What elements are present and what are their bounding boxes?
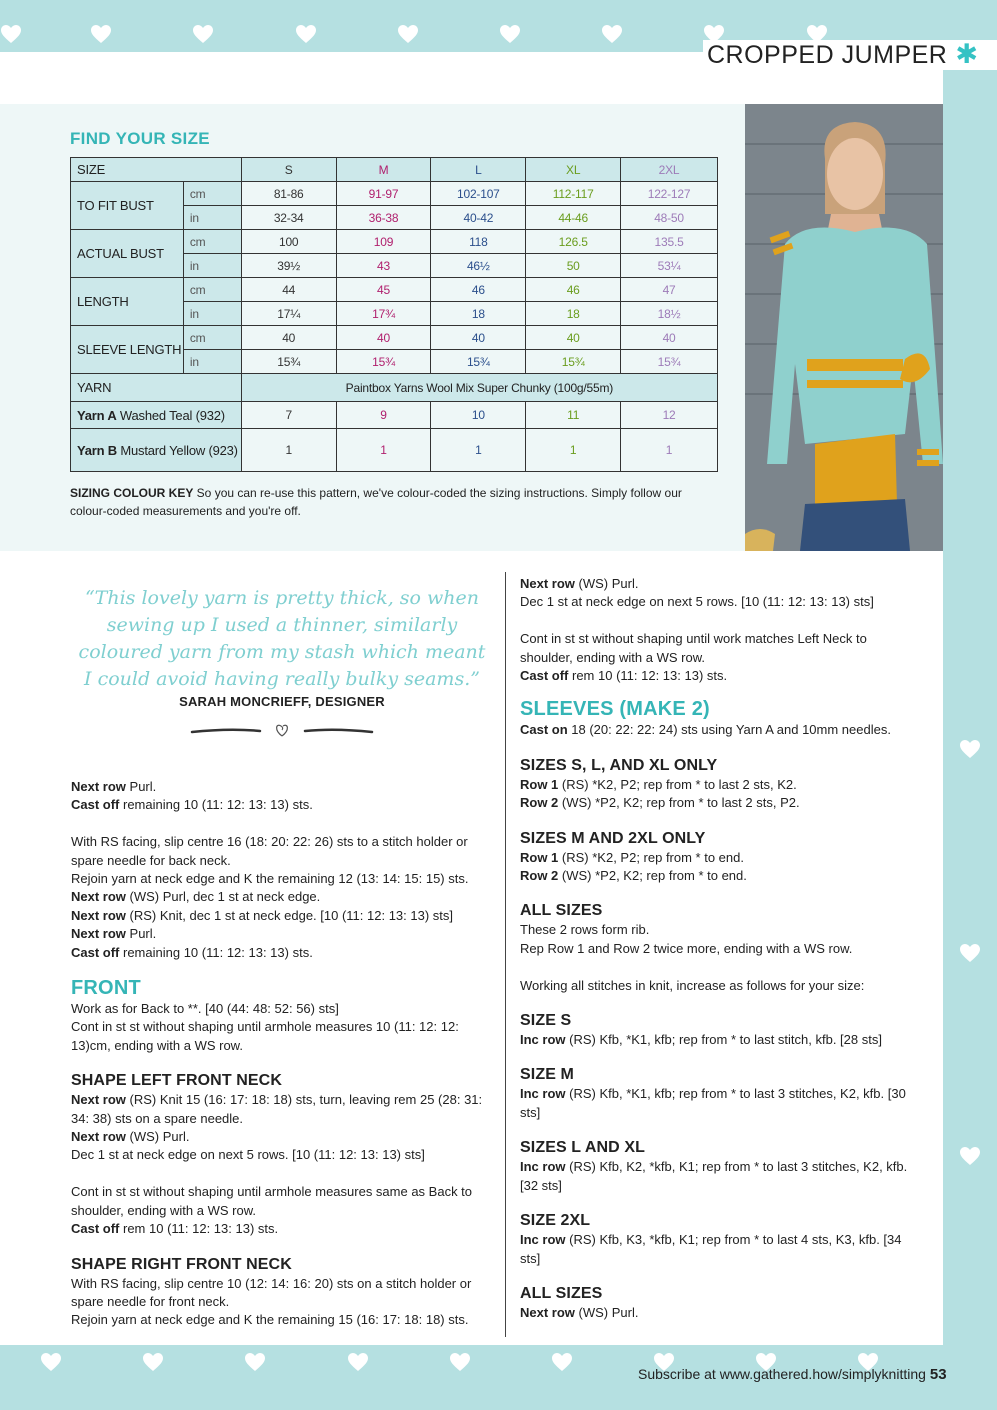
instruction: Row 1 (RS) *K2, P2; rep from * to last 2 sts, K2. [520,776,797,792]
table-cell: 17¾ [336,302,431,326]
instruction: Cast off remaining 10 (11: 12: 13: 13) sts. [71,797,313,813]
right-column [520,575,920,1322]
size-2xl-heading: SIZE 2XL [520,1212,591,1230]
model-photo [745,104,943,551]
size-s: S [241,158,336,182]
table-cell: 9 [336,402,431,429]
heart-icon [347,1352,369,1372]
heart-icon [959,1146,981,1166]
heart-icon [499,24,521,44]
table-row [71,278,718,302]
size-table [70,157,718,472]
find-your-size-heading: FIND YOUR SIZE [70,129,210,148]
instruction: Inc row (RS) Kfb, K3, *kfb, K1; rep from * to last 4 sts, K3, kfb. [34 sts] [520,1232,902,1266]
instruction: Cont in st st without shaping until armhole measures 10 (11: 12: 12: 13)cm, ending with a WS row. [71,1019,459,1053]
table-cell: 39½ [241,254,336,278]
table-cell: 126.5 [526,230,621,254]
table-cell: 53¼ [621,254,718,278]
instruction: Cont in st st without shaping until work matches Left Neck to shoulder, ending with a WS row. [520,631,867,665]
table-cell: 1 [336,429,431,472]
left-column [71,778,496,1330]
table-cell: 1 [526,429,621,472]
table-cell: 48-50 [621,206,718,230]
table-cell: 44-46 [526,206,621,230]
yarn-a-row [71,402,718,429]
instruction: These 2 rows form rib. [520,922,650,938]
yarn-b-name: Yarn B [77,442,117,458]
shape-right-front-neck-heading: SHAPE RIGHT FRONT NECK [71,1255,292,1273]
heart-icon [0,24,22,44]
yarn-b-row [71,429,718,472]
table-cell: 1 [241,429,336,472]
all-sizes-heading: ALL SIZES [520,902,603,920]
table-cell: 15¾ [336,350,431,374]
instruction: Next row (RS) Knit, dec 1 st at neck edge. [10 (11: 12: 13: 13) sts] [71,907,454,923]
table-cell: 17¼ [241,302,336,326]
heart-icon [449,1352,471,1372]
sizes-l-xl-heading: SIZES L AND XL [520,1139,645,1157]
instruction: Next row (WS) Purl. [520,1304,639,1320]
unit-cm: cm [183,182,241,206]
heart-icon [601,24,623,44]
table-cell: 15¾ [526,350,621,374]
table-cell: 46 [526,278,621,302]
table-cell: 112-117 [526,182,621,206]
yarn-b-label [71,429,242,472]
instruction: Inc row (RS) Kfb, *K1, kfb; rep from * to last stitch, kfb. [28 sts] [520,1032,882,1048]
heart-icon [142,1352,164,1372]
table-cell: 118 [431,230,526,254]
heart-icon [959,943,981,963]
sleeves-heading: SLEEVES (MAKE 2) [520,698,710,721]
page-title [707,39,979,70]
shape-left-front-neck-heading: SHAPE LEFT FRONT NECK [71,1072,282,1090]
table-cell: 109 [336,230,431,254]
quote-author: SARAH MONCRIEFF, DESIGNER [179,694,385,709]
unit-cm: cm [183,326,241,350]
table-cell: 18½ [621,302,718,326]
row-label: LENGTH [71,278,184,326]
instruction: Cast off remaining 10 (11: 12: 13: 13) sts. [71,944,313,960]
instruction: Cast off rem 10 (11: 12: 13: 13) sts. [520,668,728,684]
unit-cm: cm [183,230,241,254]
yarn-value: Paintbox Yarns Wool Mix Super Chunky (100g/55m) [241,374,717,402]
heart-icon [397,24,419,44]
size-s-heading: SIZE S [520,1012,572,1030]
yarn-label: YARN [71,374,242,402]
pull-quote: “This lovely yarn is pretty thick, so when sewing up I used a thinner, similarly coloured yarn from my stash which meant I could avoid having really bulky seams.” [78,587,486,690]
size-xl: XL [526,158,621,182]
table-cell: 40 [431,326,526,350]
table-row [71,326,718,350]
unit-in: in [183,254,241,278]
model-photo-illustration [745,104,943,551]
unit-in: in [183,206,241,230]
instruction: Next row (WS) Purl. [71,1129,190,1145]
instruction: Row 2 (WS) *P2, K2; rep from * to end. [520,868,747,884]
table-cell: 100 [241,230,336,254]
heart-icon [90,24,112,44]
table-cell: 40-42 [431,206,526,230]
size-m: M [336,158,431,182]
instruction: Cast on 18 (20: 22: 22: 24) sts using Yarn A and 10mm needles. [520,722,891,738]
instruction: Work as for Back to **. [40 (44: 48: 52: 56) sts] [71,1001,339,1017]
table-cell: 44 [241,278,336,302]
column-divider [505,572,506,1337]
size-label: SIZE [71,158,242,182]
size-l: L [431,158,526,182]
instruction: Next row (WS) Purl. [520,576,639,591]
title-text: CROPPED JUMPER [707,41,948,69]
table-cell: 1 [431,429,526,472]
yarn-b-desc: Mustard Yellow (923) [116,442,238,458]
unit-in: in [183,302,241,326]
yarn-a-label [71,402,242,429]
table-cell: 32-34 [241,206,336,230]
instruction: Row 1 (RS) *K2, P2; rep from * to end. [520,849,744,865]
instruction: Dec 1 st at neck edge on next 5 rows. [10 (11: 12: 13: 13) sts] [520,594,874,610]
all-sizes-heading-2: ALL SIZES [520,1284,603,1302]
yarn-row [71,374,718,402]
heart-icon [295,24,317,44]
instruction: Working all stitches in knit, increase as follows for your size: [520,977,865,993]
instruction: Next row Purl. [71,926,157,942]
instruction: Rejoin yarn at neck edge and K the remaining 15 (16: 17: 18: 18) sts. [71,1312,469,1328]
table-cell: 40 [336,326,431,350]
footer [638,1366,947,1383]
table-cell: 40 [526,326,621,350]
table-cell: 40 [621,326,718,350]
row-label: ACTUAL BUST [71,230,184,278]
instruction: With RS facing, slip centre 16 (18: 20: 22: 26) sts to a stitch holder or spare needle for back neck. [71,834,468,868]
table-cell: 102-107 [431,182,526,206]
subscribe-link[interactable]: Subscribe at www.gathered.how/simplyknitting [638,1366,926,1382]
size-m-heading: SIZE M [520,1066,574,1084]
table-cell: 12 [621,402,718,429]
size-header-row [71,158,718,182]
page-number: 53 [929,1366,947,1383]
table-cell: 81-86 [241,182,336,206]
table-cell: 47 [621,278,718,302]
instruction: Dec 1 st at neck edge on next 5 rows. [10 (11: 12: 13: 13) sts] [71,1147,425,1163]
table-cell: 50 [526,254,621,278]
instruction: Next row (WS) Purl, dec 1 st at neck edge. [71,889,321,905]
instruction: Inc row (RS) Kfb, *K1, kfb; rep from * to last 3 stitches, K2, kfb. [30 sts] [520,1086,906,1120]
table-cell: 43 [336,254,431,278]
sizes-s-l-xl-heading: SIZES S, L, AND XL ONLY [520,756,718,774]
instruction: With RS facing, slip centre 10 (12: 14: 16: 20) sts on a stitch holder or spare needle for front neck. [71,1275,472,1309]
unit-in: in [183,350,241,374]
table-cell: 18 [526,302,621,326]
instruction: Inc row (RS) Kfb, K2, *kfb, K1; rep from * to last 3 stitches, K2, kfb. [32 sts] [520,1159,908,1193]
table-cell: 15¾ [241,350,336,374]
instruction: Rep Row 1 and Row 2 twice more, ending with a WS row. [520,940,853,956]
asterisk-icon: ✱ [955,39,979,69]
yarn-a-name: Yarn A [77,407,117,423]
table-cell: 10 [431,402,526,429]
unit-cm: cm [183,278,241,302]
sizing-colour-key [70,484,710,520]
table-cell: 36-38 [336,206,431,230]
front-heading: FRONT [71,977,141,1000]
heart-icon [192,24,214,44]
table-row [71,182,718,206]
heart-icon [40,1352,62,1372]
instruction: Cont in st st without shaping until armhole measures same as Back to shoulder, ending with a WS row. [71,1184,473,1218]
instruction: Row 2 (WS) *P2, K2; rep from * to last 2 sts, P2. [520,795,800,811]
heart-icon [959,739,981,759]
sizes-m-2xl-heading: SIZES M AND 2XL ONLY [520,829,706,847]
instruction: Rejoin yarn at neck edge and K the remaining 12 (13: 14: 15: 15) sts. [71,871,469,887]
table-cell: 45 [336,278,431,302]
table-row [71,230,718,254]
flourish-divider-icon [190,718,375,740]
key-text: So you can re-use this pattern, we've colour-coded the sizing instructions. Simply follow our colour-coded measurements and you're off. [70,486,682,518]
heart-icon [551,1352,573,1372]
instruction: Cast off rem 10 (11: 12: 13: 13) sts. [71,1221,279,1237]
table-cell: 1 [621,429,718,472]
key-label: SIZING COLOUR KEY [70,486,194,500]
instruction: Next row Purl. [71,779,157,794]
table-cell: 11 [526,402,621,429]
table-cell: 122-127 [621,182,718,206]
table-cell: 91-97 [336,182,431,206]
yarn-a-desc: Washed Teal (932) [116,407,225,423]
table-cell: 46½ [431,254,526,278]
table-cell: 15¾ [621,350,718,374]
table-cell: 7 [241,402,336,429]
size-2xl: 2XL [621,158,718,182]
table-cell: 46 [431,278,526,302]
table-cell: 18 [431,302,526,326]
instruction: Next row (RS) Knit 15 (16: 17: 18: 18) sts, turn, leaving rem 25 (28: 31: 34: 38) sts on a spare needle. [71,1092,483,1126]
heart-icon [244,1352,266,1372]
row-label: SLEEVE LENGTH [71,326,184,374]
row-label: TO FIT BUST [71,182,184,230]
table-cell: 40 [241,326,336,350]
table-cell: 135.5 [621,230,718,254]
table-cell: 15¾ [431,350,526,374]
